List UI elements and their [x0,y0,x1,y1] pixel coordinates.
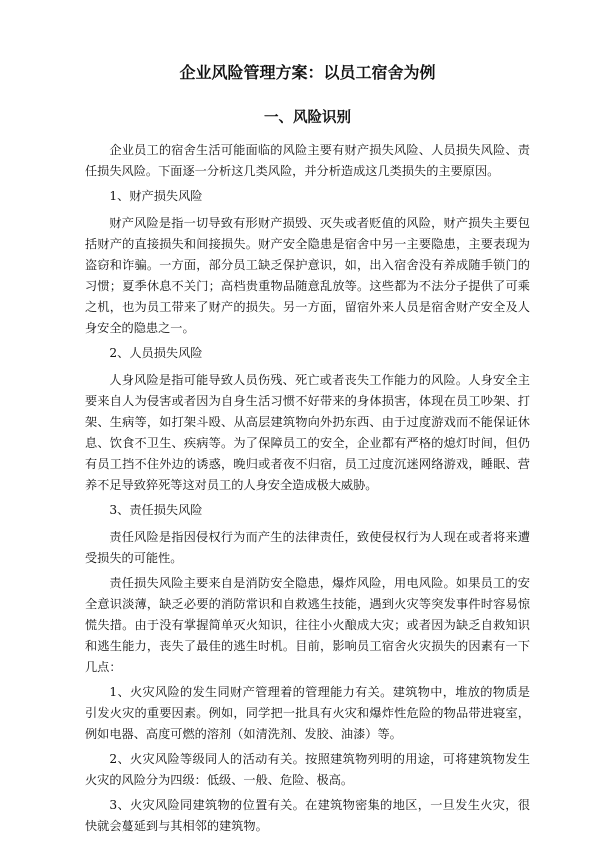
fire-factor-3-paragraph: 3、火灾风险同建筑物的位置有关。在建筑物密集的地区，一旦发生火灾，很快就会蔓延到与其相邻的建筑物。 [85,798,530,833]
subheading-property-loss: 1、财产损失风险 [109,189,203,203]
property-loss-paragraph: 财产风险是指一切导致有形财产损毁、灭失或者贬值的风险，财产损失主要包括财产的直接损失和间接损失。财产安全隐患是宿舍中另一主要隐患，主要表现为盗窃和诈骗。一方面，部分员工缺乏保护意识，如，出入宿舍没有养成随手锁门的习惯；夏季休息不关门；高档贵重物品随意乱放等。这些都为不法分子提供了可乘之机，也为员工带来了财产的损失。另一方面，留宿外来人员是宿舍财产安全及人身安全的隐患之一。 [85,216,530,335]
liability-sources-paragraph: 责任损失风险主要来自是消防安全隐患，爆炸风险，用电风险。如果员工的安全意识淡薄，缺乏必要的消防常识和自救逃生技能，遇到火灾等突发事件时容易惊慌失措。由于没有掌握简单灭火知识，往往小火酿成大灾；或者因为缺乏自救知识和逃生能力，丧失了最佳的逃生时机。目前，影响员工宿舍火灾损失的因素有一下几点： [85,576,530,674]
personnel-loss-paragraph: 人身风险是指可能导致人员伤残、死亡或者丧失工作能力的风险。人身安全主要来自人为侵害或者因为自身生活习惯不好带来的身体损害，体现在员工吵架、打架、生病等，如打架斗殴、从高层建筑物向外扔东西、由于过度游戏而不能保证休息、饮食不卫生、疾病等。为了保障员工的安全，企业都有严格的熄灯时间，但仍有员工挡不住外边的诱惑，晚归或者夜不归宿，员工过度沉迷网络游戏，睡眠、营养不足导致猝死等这对员工的人身安全造成极大威胁。 [85,373,530,492]
intro-paragraph: 企业员工的宿舍生活可能面临的风险主要有财产损失风险、人员损失风险、责任损失风险。下面逐一分析这几类风险，并分析造成这几类损失的主要原因。 [85,143,530,178]
subheading-personnel-loss: 2、人员损失风险 [109,346,203,360]
section-heading-risk-identification: 一、风险识别 [264,110,351,126]
fire-factor-2-paragraph: 2、火灾风险等级同人的活动有关。按照建筑物列明的用途，可将建筑物发生火灾的风险分为四级：低级、一般、危险、极高。 [85,752,530,787]
subheading-liability-loss: 3、责任损失风险 [109,503,203,517]
liability-definition-paragraph: 责任风险是指因侵权行为而产生的法律责任，致使侵权行为人现在或者将来遭受损失的可能性。 [85,530,530,565]
fire-factor-1-paragraph: 1、火灾风险的发生同财产管理着的管理能力有关。建筑物中，堆放的物质是引发火灾的重要因素。例如，同学把一批具有火灾和爆炸性危险的物品带进寝室，例如电器、高度可燃的溶剂（如清洗剂、发胶、油漆）等。 [85,685,530,741]
document-title: 企业风险管理方案：以员工宿舍为例 [179,63,436,82]
